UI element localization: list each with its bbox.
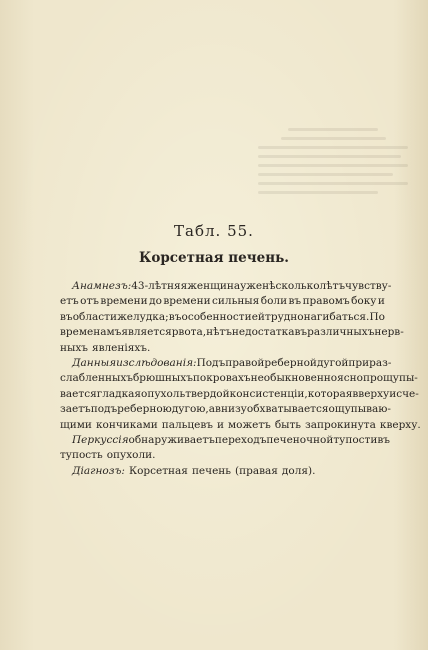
text-line bbox=[60, 310, 385, 325]
word: слабленныхъ bbox=[60, 372, 133, 385]
word: отъ bbox=[80, 295, 99, 308]
word: исче- bbox=[389, 387, 419, 400]
word: покровахъ bbox=[192, 372, 251, 385]
case-description bbox=[60, 279, 421, 479]
word: явленіяхъ. bbox=[91, 341, 151, 354]
word: времени bbox=[163, 295, 211, 308]
word: пальцевъ bbox=[161, 418, 213, 431]
section-label-word: Данныя bbox=[72, 357, 117, 370]
text-line bbox=[60, 279, 392, 294]
word: боли bbox=[260, 295, 288, 308]
word: обнаруживаетъ bbox=[128, 434, 215, 447]
word: является bbox=[121, 326, 172, 339]
word: чувству- bbox=[345, 280, 392, 292]
word: ныхъ bbox=[60, 341, 88, 354]
word: въ bbox=[60, 310, 73, 323]
word: печень bbox=[191, 464, 232, 477]
word: переходъ bbox=[214, 434, 267, 447]
word: желудка; bbox=[117, 310, 169, 323]
word: боку bbox=[351, 295, 377, 308]
section-label-word: Діагнозъ: bbox=[72, 464, 125, 477]
word: до bbox=[149, 295, 162, 308]
text-line bbox=[60, 448, 385, 463]
word: тупость bbox=[60, 449, 103, 462]
word: можетъ bbox=[227, 418, 271, 431]
word: рвота, bbox=[171, 326, 207, 339]
word: твердой bbox=[185, 387, 230, 400]
word: которая bbox=[307, 387, 353, 400]
word: дугой bbox=[316, 357, 349, 370]
word: Подъ bbox=[196, 357, 226, 370]
word: а bbox=[208, 403, 216, 416]
word: нѣсколько bbox=[262, 280, 320, 292]
word: (правая bbox=[235, 464, 278, 477]
text-line bbox=[60, 464, 385, 479]
word: особенности bbox=[181, 310, 252, 323]
word: дугою, bbox=[171, 403, 209, 416]
word: кончиками bbox=[95, 418, 158, 431]
word: временамъ bbox=[60, 326, 122, 339]
word: тупости bbox=[333, 434, 378, 447]
word: реберною bbox=[117, 403, 172, 416]
text-line bbox=[60, 356, 392, 371]
word: раз- bbox=[369, 357, 392, 370]
word: недостатка bbox=[231, 326, 295, 339]
word: женщина bbox=[187, 280, 241, 292]
word: уже bbox=[240, 280, 263, 292]
word: 43-лѣтняя bbox=[131, 280, 188, 292]
plate-title: Табл. 55. bbox=[174, 222, 254, 240]
word: ощупываю- bbox=[328, 403, 391, 416]
word: лѣтъ bbox=[319, 280, 346, 292]
word: печеночной bbox=[266, 434, 334, 447]
plate-subtitle: Корсетная печень. bbox=[139, 250, 289, 266]
word: ясно bbox=[337, 372, 363, 385]
word: при bbox=[348, 357, 370, 370]
word: и bbox=[377, 295, 385, 308]
word: обхватывается bbox=[246, 403, 329, 416]
word: времени bbox=[100, 295, 148, 308]
word: кверху. bbox=[379, 418, 421, 431]
word: заетъ bbox=[60, 403, 91, 416]
text-line bbox=[60, 433, 390, 448]
word: опухоль bbox=[141, 387, 186, 400]
word: прощупы- bbox=[362, 372, 418, 385]
word: гладкая bbox=[96, 387, 142, 400]
word: правой bbox=[225, 357, 265, 370]
text-line bbox=[60, 387, 419, 402]
word: вается bbox=[60, 387, 97, 400]
word: опухоли. bbox=[106, 449, 156, 462]
word: быть bbox=[274, 418, 302, 431]
word: и bbox=[216, 418, 224, 431]
word: трудно bbox=[265, 310, 304, 323]
word: нерв- bbox=[374, 326, 404, 339]
word: вверху bbox=[352, 387, 390, 400]
word: етъ bbox=[60, 295, 79, 308]
word: По bbox=[369, 310, 385, 323]
word: въ bbox=[377, 434, 390, 447]
word: доля). bbox=[281, 464, 316, 477]
text-line bbox=[60, 402, 391, 417]
word: подъ bbox=[90, 403, 118, 416]
word: въ bbox=[294, 326, 308, 339]
text-line bbox=[60, 294, 385, 309]
word: нѣтъ bbox=[206, 326, 232, 339]
word: въ bbox=[288, 295, 302, 308]
word: необыкновенно bbox=[250, 372, 338, 385]
text-line bbox=[60, 341, 385, 356]
text-line bbox=[60, 371, 418, 386]
text-line bbox=[60, 325, 404, 340]
section-label-word: Перкуссія bbox=[72, 434, 129, 447]
word: ей bbox=[251, 310, 265, 323]
word: въ bbox=[168, 310, 182, 323]
word: реберной bbox=[264, 357, 317, 370]
word: различныхъ bbox=[307, 326, 375, 339]
word: области bbox=[72, 310, 117, 323]
word: запрокинута bbox=[305, 418, 376, 431]
word: брюшныхъ bbox=[132, 372, 193, 385]
word: консистенціи, bbox=[229, 387, 308, 400]
section-label-word: изслѣдованія: bbox=[116, 357, 197, 370]
word: правомъ bbox=[302, 295, 350, 308]
word: Корсетная bbox=[128, 464, 188, 477]
word: щими bbox=[60, 418, 92, 431]
word: сильныя bbox=[212, 295, 260, 308]
section-label-word: Анамнезъ: bbox=[72, 280, 132, 292]
text-line bbox=[60, 418, 421, 433]
word: нагибаться. bbox=[303, 310, 370, 323]
word: внизу bbox=[215, 403, 247, 416]
